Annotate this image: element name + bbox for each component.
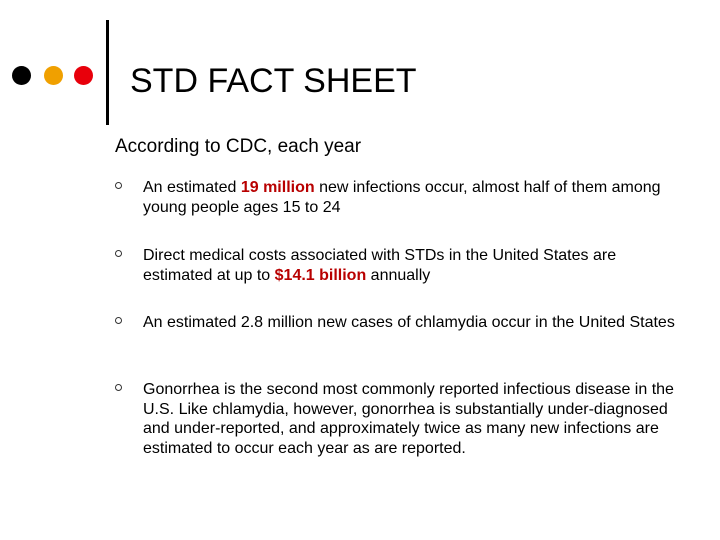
title-divider-line <box>106 20 109 125</box>
decor-dot-orange-icon <box>44 66 63 85</box>
bullet-text: An estimated 2.8 million new cases of chlamydia occur in the United States <box>143 314 675 331</box>
intro-text: According to CDC, each year <box>115 136 362 157</box>
list-item <box>115 380 675 458</box>
bullet-text <box>143 246 675 285</box>
bullet-circle-icon <box>115 317 122 324</box>
bullet-text-before: An estimated <box>143 179 241 196</box>
bullet-circle-icon <box>115 182 122 189</box>
decor-dot-red-icon <box>74 66 93 85</box>
page-title: STD FACT SHEET <box>130 62 417 100</box>
bullet-text-after: new infections occur, almost half of them among young people ages 15 to 24 <box>143 179 661 216</box>
bullet-text <box>143 178 675 217</box>
decor-dot-black-icon <box>12 66 31 85</box>
list-item <box>115 313 675 333</box>
highlight-figure: 19 million <box>240 179 315 196</box>
bullet-text-before: Direct medical costs associated with STDs in the United States are estimated at up to <box>143 247 617 284</box>
bullet-circle-icon <box>115 384 122 391</box>
list-item <box>115 178 675 217</box>
highlight-figure: $14.1 billion <box>274 266 367 284</box>
list-item <box>115 246 675 285</box>
bullet-text: Gonorrhea is the second most commonly reported infectious disease in the U.S. Like chlamydia, however, gonorrhea is substantially under-diagnosed and under-reported, and approximately twice as many new infections are estimated to occur each year as are reported. <box>143 381 674 457</box>
bullet-circle-icon <box>115 250 122 257</box>
bullet-text-after: annually <box>366 266 431 284</box>
